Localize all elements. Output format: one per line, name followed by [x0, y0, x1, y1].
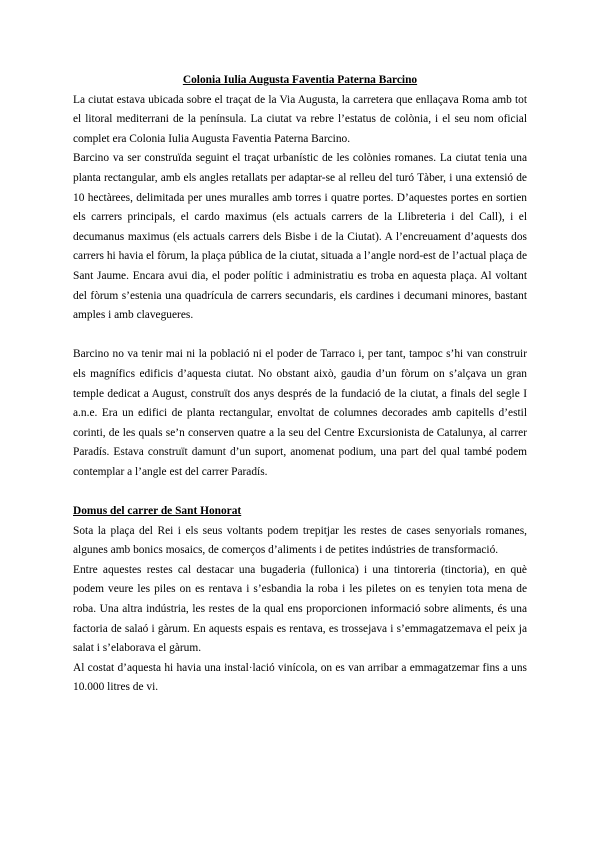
paragraph: La ciutat estava ubicada sobre el traçat de la Via Augusta, la carretera que enllaçava Roma amb tot el litoral mediterrani de la península. La ciutat va rebre l’estatus de colònia, i el seu nom oficial complet era Colonia Iulia Augusta Faventia Paterna Barcino. — [73, 93, 527, 145]
section-heading: Domus del carrer de Sant Honorat — [73, 505, 242, 518]
paragraph: Al costat d’aquesta hi havia una instal·lació vinícola, on es van arribar a emmagatzemar fins a uns 10.000 litres de vi. — [73, 661, 527, 694]
paragraph: Entre aquestes restes cal destacar una bugaderia (fullonica) i una tintoreria (tinctoria), en què podem veure les piles on es rentava i s’esbandia la roba i les piletes on es tenyien tota mena de roba. Una altra indústria, les restes de la qual ens proporcionen informació sobre aliments, és una factoria de salaó i gàrum. En aquests espais es rentava, es trossejava i s’emmagatzemava el peix ja salat i s’elaborava el gàrum. — [73, 563, 527, 655]
document-body — [73, 71, 527, 698]
paragraph-spacer — [73, 326, 527, 346]
paragraph: Barcino va ser construïda seguint el traçat urbanístic de les colònies romanes. La ciutat tenia una planta rectangular, amb els angles retallats per adaptar-se al relleu del turó Tàber, i una extensió de 10 hectàrees, delimitada per unes muralles amb torres i quatre portes. D’aquestes portes en sortien els carrers principals, el cardo maximus (els actuals carrers de la Llibreteria i del Call), i el decumanus maximus (els actuals carrers dels Bisbe i de la Ciutat). A l’encreuament d’aquests dos carrers hi havia el fòrum, la plaça pública de la ciutat, situada a l’angle nord-est de l’actual plaça de Sant Jaume. Encara avui dia, el poder polític i administratiu es troba en aquesta plaça. Al voltant del fòrum s’estenia una quadrícula de carrers secundaris, els cardines i decumani minores, bastant amples i amb clavegueres. — [73, 152, 527, 322]
paragraph: Sota la plaça del Rei i els seus voltants podem trepitjar les restes de cases senyorials romanes, algunes amb bonics mosaics, de comerços d’aliments i de petites indústries de transformació. — [73, 524, 527, 557]
paragraph-spacer — [73, 482, 527, 502]
paragraph: Barcino no va tenir mai ni la població ni el poder de Tarraco i, per tant, tampoc s’hi van construir els magnífics edificis d’aquesta ciutat. No obstant això, gaudia d’un fòrum on s’alçava un gran temple dedicat a August, construït dos anys després de la fundació de la ciutat, a finals del segle I a.n.e. Era un edifici de planta rectangular, envoltat de columnes decorades amb capitells d’estil corinti, de les quals se’n conserven quatre a la seu del Centre Excursionista de Catalunya, al carrer Paradís. Estava construït damunt d’un suport, anomenat podium, una part del qual també podem contemplar a l’angle est del carrer Paradís. — [73, 348, 527, 478]
document-title: Colonia Iulia Augusta Faventia Paterna Barcino — [182, 74, 418, 86]
